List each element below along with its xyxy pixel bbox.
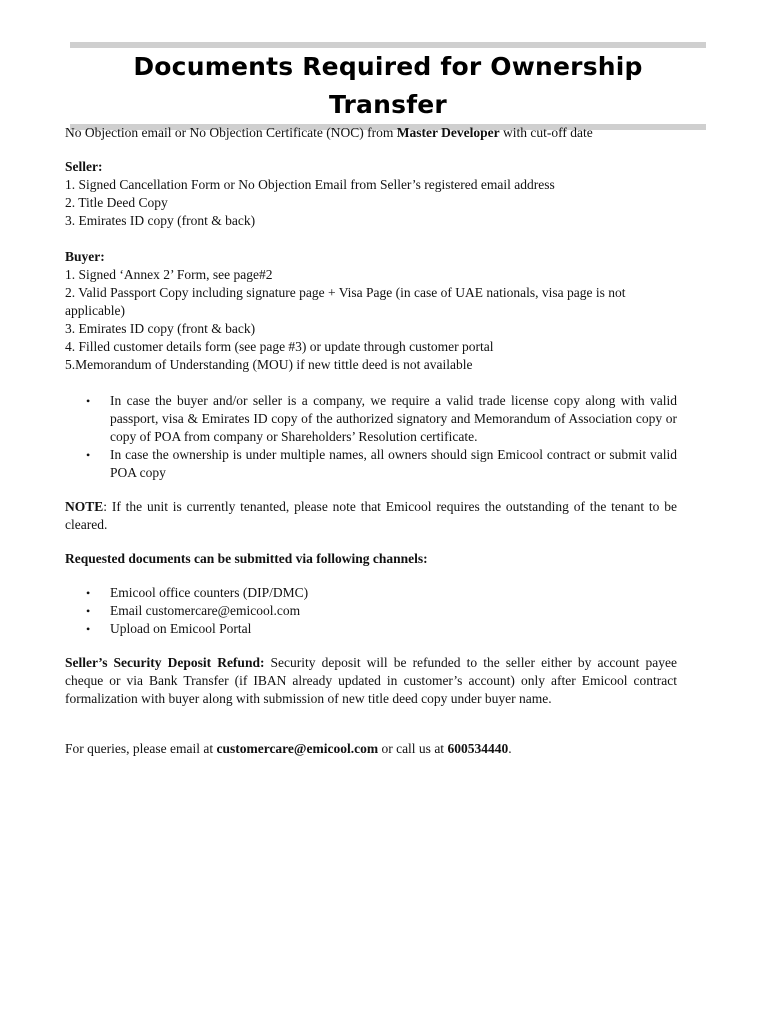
seller-item: 2. Title Deed Copy (65, 195, 168, 210)
bullet-icon: • (86, 622, 91, 636)
bullet-icon: • (86, 394, 91, 408)
document-body (65, 124, 677, 758)
refund-text: Security deposit will be refunded to the seller either by account payee cheque or via Bank Transfer (if IBAN already updated in customer’s account) only after Emicool contract formalization with buyer along with submission of new title deed copy under buyer name. (65, 655, 677, 706)
intro-prefix: No Objection email or No Objection Certificate (NOC) from (65, 125, 397, 140)
list-item: • In case the buyer and/or seller is a company, we require a valid trade license copy along with valid passport, visa & Emirates ID copy of the authorized signatory and Memorandum of Association copy or copy of POA from company or Shareholders’ Resolution certificate. (86, 393, 677, 444)
buyer-item: 3. Emirates ID copy (front & back) (65, 321, 256, 336)
bullet-icon: • (86, 448, 91, 462)
intro-suffix: with cut-off date (499, 125, 593, 140)
seller-heading: Seller: (65, 159, 103, 174)
conditions-list (65, 392, 677, 482)
buyer-heading: Buyer: (65, 249, 105, 264)
intro-bold: Master Developer (396, 125, 500, 140)
page-title: Documents Required for Ownership Transfer (133, 52, 643, 119)
note-label: NOTE (65, 499, 104, 514)
buyer-item: 1. Signed ‘Annex 2’ Form, see page#2 (65, 267, 273, 282)
seller-section (65, 158, 677, 230)
contact-phone: 600534440 (447, 741, 509, 756)
buyer-item: 4. Filled customer details form (see page #3) or update through customer portal (65, 339, 494, 354)
seller-item: 1. Signed Cancellation Form or No Objection Email from Seller’s registered email address (65, 177, 555, 192)
bullet-icon: • (86, 604, 91, 618)
title-banner (70, 42, 706, 130)
list-item: • Emicool office counters (DIP/DMC) (86, 585, 309, 600)
contact-paragraph: For queries, please email at customercare@emicool.com or call us at 600534440. (65, 741, 512, 756)
note-paragraph (65, 498, 677, 534)
contact-email: customercare@emicool.com (216, 741, 379, 756)
channels-list (65, 584, 677, 638)
channels-heading: Requested documents can be submitted via following channels: (65, 551, 428, 566)
list-item: • In case the ownership is under multiple names, all owners should sign Emicool contract or submit valid POA copy (86, 447, 677, 480)
buyer-section (65, 248, 677, 374)
seller-item: 3. Emirates ID copy (front & back) (65, 213, 256, 228)
refund-label: Seller’s Security Deposit Refund: (65, 655, 265, 670)
bullet-icon: • (86, 586, 91, 600)
buyer-item: 2. Valid Passport Copy including signature page + Visa Page (in case of UAE nationals, visa page is not applicable) (65, 285, 626, 318)
refund-paragraph (65, 654, 677, 708)
intro-paragraph (65, 124, 677, 142)
note-text: : If the unit is currently tenanted, please note that Emicool requires the outstanding of the tenant to be cleared. (65, 499, 677, 532)
buyer-item: 5.Memorandum of Understanding (MOU) if new tittle deed is not available (65, 357, 473, 372)
list-item: • Email customercare@emicool.com (86, 603, 301, 618)
list-item: • Upload on Emicool Portal (86, 621, 252, 636)
